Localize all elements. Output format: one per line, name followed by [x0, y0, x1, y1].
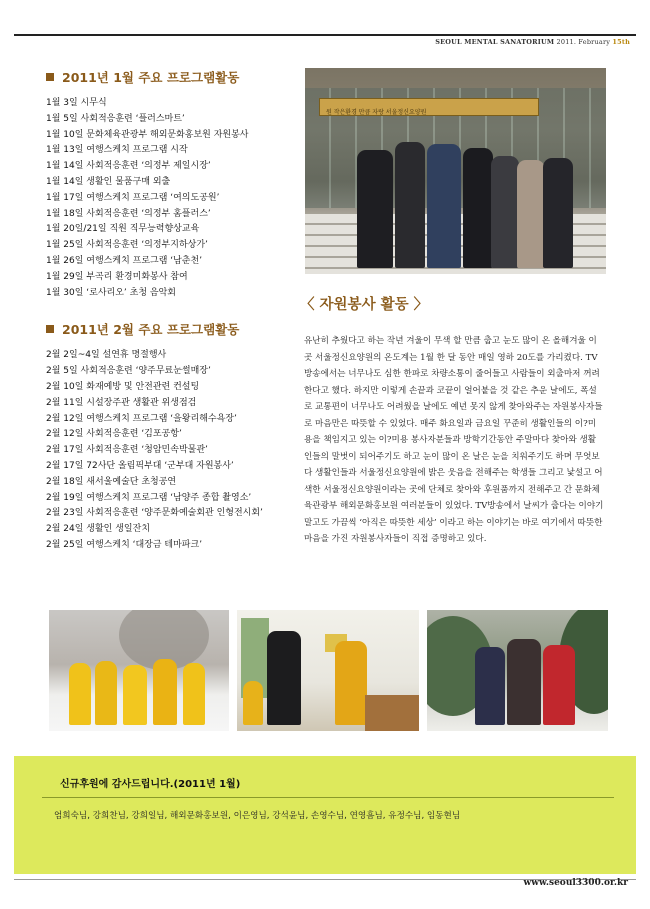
- program-item: 2월 12일 여행스케치 프로그램 ‘을왕리해수욕장’: [46, 413, 237, 424]
- person: [491, 156, 519, 268]
- person: [183, 663, 205, 725]
- header-date: 2011. February: [556, 38, 611, 46]
- square-bullet-icon: [46, 73, 54, 81]
- program-item: 2월 5일 사회적응훈련 ‘양주무료눈썰매장’: [46, 366, 211, 377]
- desk: [365, 695, 419, 731]
- person: [543, 158, 573, 268]
- volunteers-snow-photo: [49, 610, 229, 731]
- header-org: SEOUL MENTAL SANATORIUM: [435, 38, 555, 46]
- jan-section-title: [46, 68, 291, 86]
- top-rule: [14, 34, 636, 36]
- sign-text: 원 작은환경 만큼 자랑 서울정신요양원: [326, 109, 427, 116]
- feb-title-text: 2011년 2월 주요 프로그램활동: [62, 322, 240, 338]
- program-item: 2월 17일 72사단 올림픽부대 ‘군부대 자원봉사’: [46, 460, 234, 471]
- program-item: 1월 14일 생활인 물품구매 외출: [46, 176, 171, 187]
- person: [335, 641, 367, 725]
- person: [243, 681, 263, 725]
- volunteer-article: 유난히 추웠다고 하는 작년 겨울이 무색 할 만큼 춥고 눈도 많이 온 올해겨울 이곳 서울정신요양원의 온도계는 1월 한 달 동안 매일 영하 20도를 가리켰다. TV방송에서는 너무나도 심한 한파로 차량소통이 줄어들고 사람들이 외출마저 꺼려한다고 했다. 하지만 이렇게 손끝과 코끝이 얼어붙을 것 같은 추운 날에도, 폭설로 교통편이 너무나도 어려웠을 날에도 예년 못지 않게 찾아와주는 자원봉사자들로 마음만은 따뜻할 수 있었다. 매주 화요일과 금요일 꾸준히 생활인들의 이?미용을 책임지고 있는 이?미용 봉사자분들과 방학기간동안 주말마다 찾아와 생활인들의 말벗이 되어주기도 하고 눈이 많이 온 날은 눈을 치워주기도 하며 무엇보다 생활인들과 서울정신요양원에 밝은 웃음을 전해주는 학생들 그리고 낯설고 어색한 서울정신요양원이라는 곳에 단체로 찾아와 후원품까지 전해주고 간 문화체육관광부 해외문화홍보원 여러분들이 있었다. TV방송에서 날씨가 춥다는 이야기 말고도 가끔씩 ‘아직은 따뜻한 세상’ 이라고 하는 이야기는 바로 여기에서 따뜻한 마음을 가진 자원봉사자들이 직접 증명하고 있다.: [304, 336, 604, 544]
- program-activities: [46, 68, 291, 554]
- program-item: 1월 5일 사회적응훈련 ‘플러스마트’: [46, 113, 185, 124]
- person: [69, 663, 91, 725]
- supporters-photo: [427, 610, 608, 731]
- program-item: 1월 14일 사회적응훈련 ‘의정부 제일시장’: [46, 161, 211, 172]
- feb-section-title: [46, 320, 291, 338]
- footer-url[interactable]: www.seoul3300.or.kr: [523, 878, 628, 888]
- program-item: 2월 12일 사회적응훈련 ‘김포공항’: [46, 429, 182, 440]
- person: [153, 659, 177, 725]
- program-item: 1월 29일 부곡리 환경미화봉사 참여: [46, 271, 188, 282]
- program-item: 1월 30일 ‘로사리오’ 초청 음악회: [46, 287, 176, 298]
- program-item: 2월 17일 사회적응훈련 ‘청암민속박물관’: [46, 445, 208, 456]
- sponsor-names: 엄희숙님, 강희찬님, 강희일님, 해외문화홍보원, 이은영님, 강석윤님, 손영수님, 연영흠님, 유정수님, 임동현님: [54, 811, 461, 821]
- person: [123, 665, 147, 725]
- building-sign: [319, 98, 539, 116]
- program-item: 1월 18일 사회적응훈련 ‘의정부 홈플러스’: [46, 208, 211, 219]
- person: [395, 142, 425, 268]
- program-item: 2월 24일 생활인 생일잔치: [46, 524, 151, 535]
- program-item: 1월 13일 여행스케치 프로그램 시작: [46, 145, 188, 156]
- person: [475, 647, 505, 725]
- program-item: 1월 26일 여행스케치 프로그램 ‘남춘천’: [46, 255, 203, 266]
- program-item: 1월 17일 여행스케치 프로그램 ‘여의도공원’: [46, 192, 220, 203]
- person: [507, 639, 541, 725]
- person: [543, 645, 575, 725]
- group-photo-building: [305, 68, 606, 274]
- person: [95, 661, 117, 725]
- square-bullet-icon: [46, 325, 54, 333]
- person: [267, 631, 301, 725]
- program-item: 1월 25일 사회적응훈련 ‘의정부지하상가’: [46, 240, 208, 251]
- jan-program-list: [46, 96, 291, 301]
- header-meta: [435, 38, 630, 46]
- program-item: 2월 25일 여행스케치 ‘대장금 테마파크’: [46, 539, 203, 550]
- program-item: 2월 10일 화재예방 및 안전관련 컨설팅: [46, 381, 200, 392]
- program-item: 2월 23일 사회적응훈련 ‘양주문화예술회관 인형전시회’: [46, 508, 263, 519]
- program-item: 2월 19일 여행스케치 프로그램 ‘남양주 종합 촬영소’: [46, 492, 252, 503]
- donation-handover-photo: [237, 610, 419, 731]
- program-item: 1월 3일 시무식: [46, 98, 107, 108]
- header-issue: 15th: [612, 38, 630, 46]
- person: [463, 148, 493, 268]
- feb-program-list: [46, 348, 291, 553]
- program-item: 2월 11일 시설장주관 생활관 위생점검: [46, 397, 197, 408]
- sponsor-divider: [42, 797, 614, 798]
- program-item: 1월 20일/21일 직원 직무능력향상교육: [46, 224, 200, 235]
- jan-title-text: 2011년 1월 주요 프로그램활동: [62, 70, 240, 85]
- program-item: 2월 2일~4일 설연휴 명절행사: [46, 350, 167, 361]
- program-item: 2월 18일 새서울예술단 초청공연: [46, 476, 177, 487]
- person: [517, 160, 545, 268]
- person: [427, 144, 461, 268]
- volunteer-title: 〈 자원봉사 활동 〉: [300, 297, 429, 313]
- sponsor-title: 신규후원에 감사드립니다.(2011년 1월): [60, 779, 241, 790]
- person: [357, 150, 393, 268]
- program-item: 1월 10일 문화체육관광부 해외문화홍보원 자원봉사: [46, 129, 249, 140]
